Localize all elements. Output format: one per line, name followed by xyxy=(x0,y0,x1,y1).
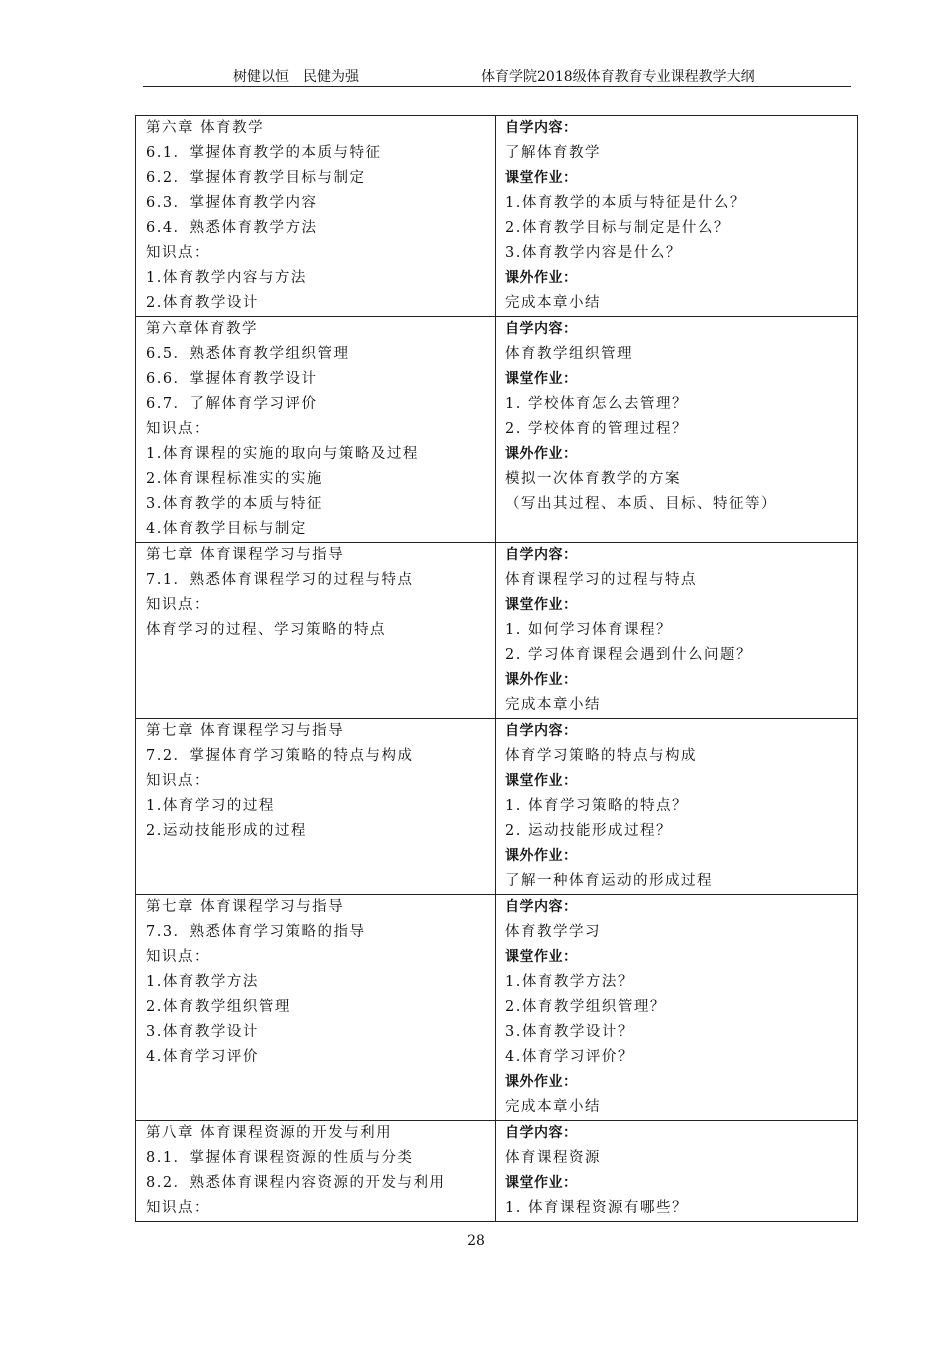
content-line: 6.7．了解体育学习评价 xyxy=(146,396,318,412)
assignment-line: 2. 学校体育的管理过程？ xyxy=(505,421,688,437)
section-heading: 课外作业： xyxy=(505,1074,578,1090)
content-line: 第七章 体育课程学习与指导 xyxy=(146,547,345,563)
content-line: 知识点： xyxy=(146,421,210,437)
section-heading: 自学内容： xyxy=(505,899,578,915)
assignment-line: 2.体育教学组织管理？ xyxy=(505,999,666,1015)
section-heading: 自学内容： xyxy=(505,321,578,337)
table-row xyxy=(136,116,858,317)
assignment-line: 完成本章小结 xyxy=(505,697,601,713)
content-line: 体育学习的过程、学习策略的特点 xyxy=(146,622,386,638)
assignment-cell xyxy=(496,543,858,719)
section-heading: 课堂作业： xyxy=(505,773,578,789)
section-heading: 自学内容： xyxy=(505,723,578,739)
table-row xyxy=(136,317,858,543)
section-heading: 课外作业： xyxy=(505,848,578,864)
section-heading: 课堂作业： xyxy=(505,949,578,965)
header-document-title: 体育学院2018级体育教育专业课程教学大纲 xyxy=(481,69,755,85)
section-heading: 自学内容： xyxy=(505,547,578,563)
content-line: 第七章 体育课程学习与指导 xyxy=(146,899,345,915)
chapter-content-cell xyxy=(136,895,496,1121)
chapter-content-cell xyxy=(136,1121,496,1222)
assignment-line: 1. 如何学习体育课程？ xyxy=(505,622,672,638)
section-heading: 课外作业： xyxy=(505,672,578,688)
section-heading: 课堂作业： xyxy=(505,1175,578,1191)
content-line: 1.体育课程的实施的取向与策略及过程 xyxy=(146,446,419,462)
assignment-line: 4.体育学习评价？ xyxy=(505,1049,634,1065)
assignment-line: 模拟一次体育教学的方案 xyxy=(505,471,681,487)
assignment-line: 体育教学学习 xyxy=(505,924,601,940)
assignment-line: 了解一种体育运动的形成过程 xyxy=(505,873,713,889)
content-line: 2.体育教学设计 xyxy=(146,295,259,311)
assignment-line: 体育教学组织管理 xyxy=(505,346,633,362)
assignment-line: 3.体育教学设计？ xyxy=(505,1024,634,1040)
content-line: 7.1．熟悉体育课程学习的过程与特点 xyxy=(146,572,414,588)
content-line: 知识点： xyxy=(146,245,210,261)
content-line: 知识点： xyxy=(146,1200,210,1216)
assignment-cell xyxy=(496,1121,858,1222)
content-line: 7.2．掌握体育学习策略的特点与构成 xyxy=(146,748,414,764)
section-heading: 课堂作业： xyxy=(505,597,578,613)
content-line: 2.体育教学组织管理 xyxy=(146,999,291,1015)
section-heading: 自学内容： xyxy=(505,1125,578,1141)
table-row xyxy=(136,719,858,895)
chapter-content-cell xyxy=(136,543,496,719)
assignment-cell xyxy=(496,116,858,317)
content-line: 4.体育教学目标与制定 xyxy=(146,521,307,537)
section-heading: 课堂作业： xyxy=(505,371,578,387)
content-line: 知识点： xyxy=(146,949,210,965)
content-line: 1.体育学习的过程 xyxy=(146,798,275,814)
chapter-content-cell xyxy=(136,116,496,317)
content-line: 第八章 体育课程资源的开发与利用 xyxy=(146,1125,393,1141)
content-line: 7.3．熟悉体育学习策略的指导 xyxy=(146,924,366,940)
content-line: 6.4．熟悉体育教学方法 xyxy=(146,220,318,236)
content-line: 8.2．熟悉体育课程内容资源的开发与利用 xyxy=(146,1175,446,1191)
section-heading: 自学内容： xyxy=(505,120,578,136)
assignment-line: 1. 体育课程资源有哪些？ xyxy=(505,1200,688,1216)
content-line: 知识点： xyxy=(146,597,210,613)
chapter-content-cell xyxy=(136,317,496,543)
content-line: 8.1．掌握体育课程资源的性质与分类 xyxy=(146,1150,414,1166)
content-line: 1.体育教学内容与方法 xyxy=(146,270,307,286)
assignment-line: （写出其过程、本质、目标、特征等） xyxy=(505,496,777,512)
syllabus-table xyxy=(135,115,858,1222)
assignment-line: 2. 学习体育课程会遇到什么问题？ xyxy=(505,647,752,663)
assignment-line: 完成本章小结 xyxy=(505,1099,601,1115)
section-heading: 课外作业： xyxy=(505,446,578,462)
assignment-line: 1. 学校体育怎么去管理？ xyxy=(505,396,688,412)
assignment-line: 3.体育教学内容是什么？ xyxy=(505,245,682,261)
assignment-line: 了解体育教学 xyxy=(505,145,601,161)
syllabus-table-body xyxy=(136,116,858,1222)
content-line: 第七章 体育课程学习与指导 xyxy=(146,723,345,739)
page-number: 28 xyxy=(467,1233,485,1249)
table-row xyxy=(136,543,858,719)
content-line: 知识点： xyxy=(146,773,210,789)
table-row xyxy=(136,895,858,1121)
assignment-line: 2. 运动技能形成过程？ xyxy=(505,823,672,839)
content-line: 第六章 体育教学 xyxy=(146,120,265,136)
section-heading: 课堂作业： xyxy=(505,170,578,186)
table-row xyxy=(136,1121,858,1222)
content-line: 6.6．掌握体育教学设计 xyxy=(146,371,318,387)
content-line: 第六章体育教学 xyxy=(146,321,258,337)
assignment-cell xyxy=(496,317,858,543)
assignment-cell xyxy=(496,895,858,1121)
content-line: 2.运动技能形成的过程 xyxy=(146,823,307,839)
chapter-content-cell xyxy=(136,719,496,895)
page-header xyxy=(143,64,851,87)
content-line: 3.体育教学设计 xyxy=(146,1024,259,1040)
header-motto: 树健以恒 民健为强 xyxy=(233,69,359,85)
content-line: 6.1．掌握体育教学的本质与特征 xyxy=(146,145,382,161)
content-line: 6.2．掌握体育教学目标与制定 xyxy=(146,170,366,186)
content-line: 3.体育教学的本质与特征 xyxy=(146,496,323,512)
assignment-line: 1.体育教学方法？ xyxy=(505,974,634,990)
assignment-line: 体育学习策略的特点与构成 xyxy=(505,748,697,764)
content-line: 6.5．熟悉体育教学组织管理 xyxy=(146,346,350,362)
section-heading: 课外作业： xyxy=(505,270,578,286)
assignment-cell xyxy=(496,719,858,895)
assignment-line: 1. 体育学习策略的特点？ xyxy=(505,798,688,814)
assignment-line: 体育课程资源 xyxy=(505,1150,601,1166)
assignment-line: 完成本章小结 xyxy=(505,295,601,311)
content-line: 2.体育课程标准实的实施 xyxy=(146,471,323,487)
assignment-line: 体育课程学习的过程与特点 xyxy=(505,572,697,588)
content-line: 4.体育学习评价 xyxy=(146,1049,259,1065)
assignment-line: 2.体育教学目标与制定是什么？ xyxy=(505,220,730,236)
assignment-line: 1.体育教学的本质与特征是什么？ xyxy=(505,195,746,211)
content-line: 6.3．掌握体育教学内容 xyxy=(146,195,318,211)
content-line: 1.体育教学方法 xyxy=(146,974,259,990)
